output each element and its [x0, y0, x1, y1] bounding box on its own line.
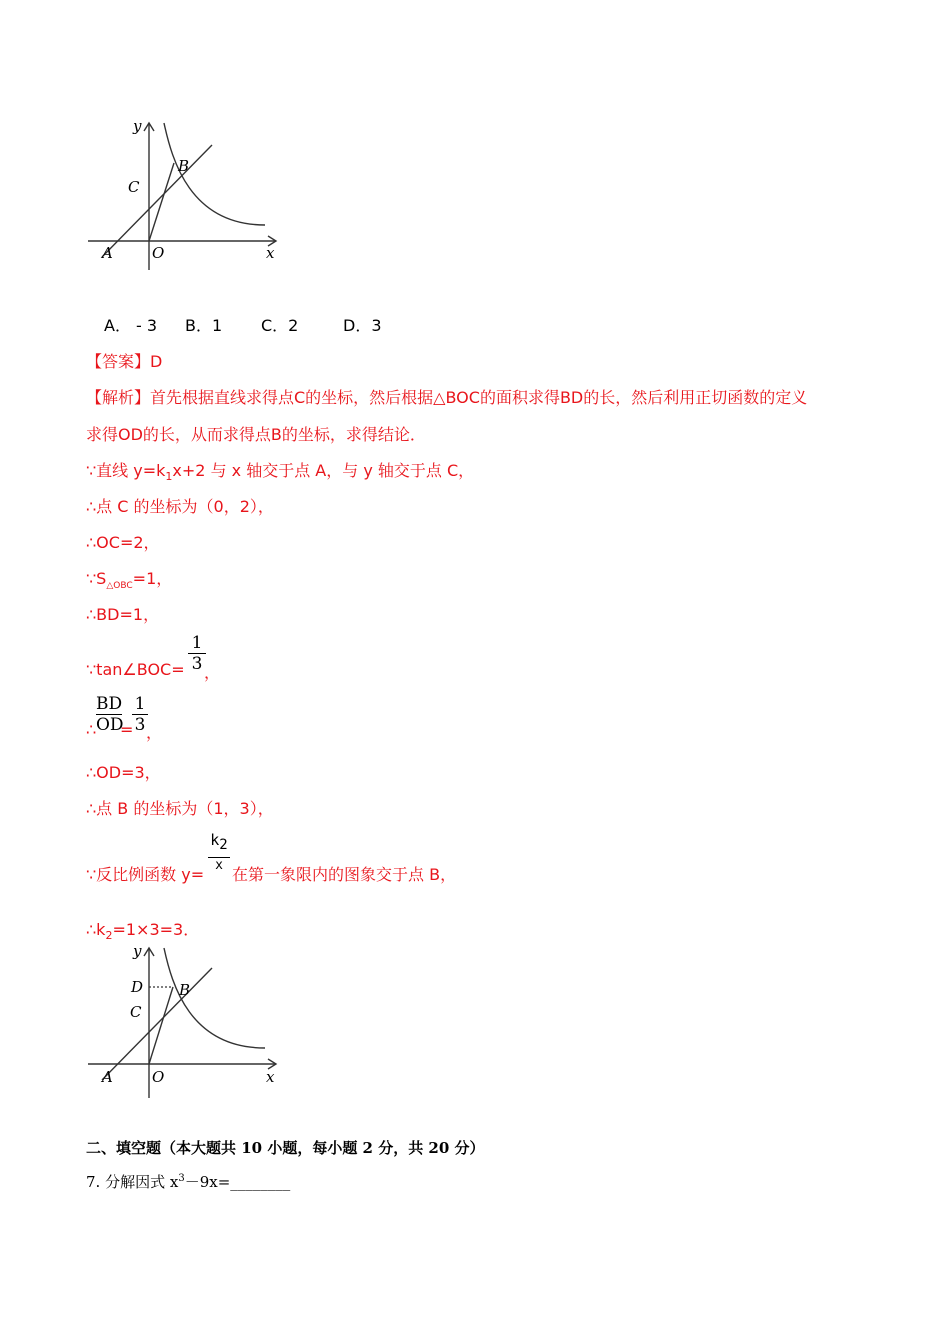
step-1: ∵直线 $y=k_1x+2$ 与 x 轴交于点 A，与 y 轴交于点 C，	[86, 461, 475, 484]
label-c: C	[130, 1003, 142, 1021]
step-2: ∴点 C 的坐标为（0，2），	[86, 497, 274, 516]
step-7-right-fraction: 1 3	[132, 694, 148, 735]
line-ac	[102, 968, 212, 1080]
question-7: 7. 分解因式 $x^3-9x=\_\_\_\_\_\_\_\_$	[86, 1173, 291, 1191]
step-7-pre: ∴	[86, 720, 97, 739]
option-d: D．3	[343, 316, 382, 335]
label-x: x	[266, 244, 275, 262]
analysis-line-2: 求得OD的长，从而求得点B的坐标，求得结论．	[86, 425, 426, 444]
label-o: O	[152, 244, 165, 262]
line-ac	[102, 145, 212, 257]
figure-2-graph	[80, 940, 290, 1100]
step-10-pre: ∵反比例函数 y=	[86, 865, 205, 884]
step-8: ∴OD=3，	[86, 763, 161, 782]
step-6-text: ∵tan∠BOC=	[86, 660, 185, 679]
line-ob	[149, 987, 173, 1064]
option-b: B．1	[185, 316, 223, 335]
label-b: B	[178, 157, 190, 175]
figure-1-graph	[80, 115, 290, 275]
step-9: ∴点 B 的坐标为（1，3），	[86, 799, 274, 818]
step-7-tail: ，	[146, 723, 163, 742]
label-b: B	[179, 981, 191, 999]
section-title: 二、填空题（本大题共 10 小题，每小题 2 分，共 20 分）	[86, 1139, 485, 1157]
step-6-fraction: 1 3	[188, 633, 206, 674]
step-4: $\because S_{\triangle OBC}=1$，	[86, 569, 173, 592]
step-5: ∴BD=1，	[86, 605, 160, 624]
step-7-left-fraction: BD OD	[96, 694, 124, 735]
label-a: A	[102, 244, 113, 262]
step-10-fraction: $k_2$ x	[208, 828, 230, 874]
label-x: x	[266, 1068, 275, 1086]
label-a: A	[102, 1068, 113, 1086]
step-11: $\therefore k_2=1\times 3=3$．	[86, 920, 200, 943]
label-d: D	[131, 978, 144, 996]
label-c: C	[128, 178, 140, 196]
label-o: O	[152, 1068, 165, 1086]
step-10-post: 在第一象限内的图象交于点 B，	[232, 865, 457, 884]
option-a: A． - 3	[104, 316, 158, 335]
step-3: ∴OC=2，	[86, 533, 160, 552]
step-6-tail: ，	[204, 663, 221, 682]
answer: 【答案】D	[86, 352, 163, 371]
analysis-line-1: 【解析】首先根据直线求得点C的坐标，然后根据△BOC的面积求得BD的长，然后利用正切函数的定义	[86, 388, 808, 407]
option-c: C．2	[261, 316, 299, 335]
step-7-eq: =	[120, 720, 134, 739]
line-ob	[149, 163, 174, 241]
label-y: y	[133, 942, 142, 960]
label-y: y	[133, 117, 142, 135]
